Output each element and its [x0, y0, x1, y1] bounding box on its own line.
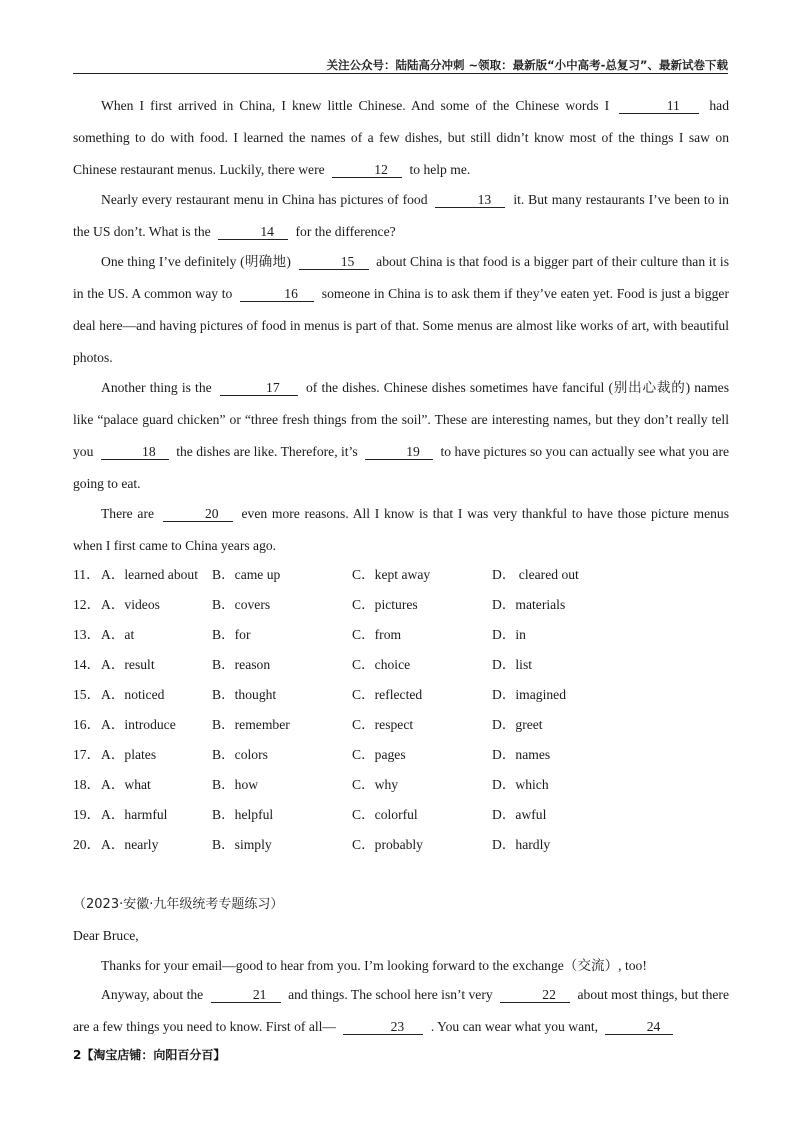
- page-number: 2: [73, 1048, 82, 1062]
- passage2-paragraph-2: [73, 979, 729, 1043]
- option-a[interactable]: A．harmful: [101, 807, 168, 822]
- blank-20[interactable]: 20: [163, 506, 233, 522]
- text-run: had something to do with food. I learned the names of a few dishes, but still didn’t know most of the things I saw on Chinese restaurant menus. Luckily, there were: [73, 98, 729, 177]
- text-run: about China is that food is a bigger part of their culture than it is in the US. A common way to: [73, 254, 730, 301]
- option-b[interactable]: B．colors: [212, 747, 268, 762]
- text-run: Nearly every restaurant menu in China has pictures of food: [101, 192, 428, 207]
- blank-18[interactable]: 18: [101, 444, 169, 460]
- option-b[interactable]: B．remember: [212, 717, 290, 732]
- text-run: of the dishes. Chinese dishes sometimes have fanciful (别出心裁的) names like “palace guard chicken” or “three fresh things from the soil”. These are interesting names, but they don’t really tell you: [73, 380, 729, 459]
- option-row-15: [73, 682, 729, 712]
- option-b[interactable]: B．reason: [212, 657, 271, 672]
- passage1-paragraph-3: [73, 246, 729, 374]
- text-run: Anyway, about the: [101, 987, 204, 1002]
- blank-24[interactable]: 24: [605, 1019, 673, 1035]
- option-c[interactable]: C．kept away: [352, 567, 431, 582]
- blank-12[interactable]: 12: [332, 162, 402, 178]
- option-d[interactable]: D．which: [492, 777, 549, 792]
- option-c[interactable]: C．reflected: [352, 687, 423, 702]
- blank-17[interactable]: 17: [220, 380, 298, 396]
- blank-21[interactable]: 21: [211, 987, 281, 1003]
- blank-14[interactable]: 14: [218, 224, 288, 240]
- option-row-12: [73, 592, 729, 622]
- option-d[interactable]: D．awful: [492, 807, 547, 822]
- option-d[interactable]: D．imagined: [492, 687, 566, 702]
- text-run: . You can wear what you want,: [430, 1019, 599, 1034]
- question-number: 16．: [73, 717, 101, 732]
- option-c[interactable]: C．from: [352, 627, 402, 642]
- blank-19[interactable]: 19: [365, 444, 433, 460]
- passage1-paragraph-4: [73, 372, 729, 500]
- question-number: 18．: [73, 777, 101, 792]
- blank-23[interactable]: 23: [343, 1019, 423, 1035]
- footer-shop-label: 【淘宝店铺：向阳百分百】: [81, 1048, 226, 1062]
- option-d[interactable]: D．materials: [492, 597, 566, 612]
- option-c[interactable]: C．pages: [352, 747, 406, 762]
- option-d[interactable]: D．in: [492, 627, 526, 642]
- option-d[interactable]: D．list: [492, 657, 533, 672]
- option-d[interactable]: D．names: [492, 747, 551, 762]
- option-a[interactable]: A．plates: [101, 747, 157, 762]
- option-b[interactable]: B．simply: [212, 837, 272, 852]
- option-b[interactable]: B．for: [212, 627, 251, 642]
- question-number: 19．: [73, 807, 101, 822]
- option-row-11: [73, 562, 729, 592]
- option-b[interactable]: B．helpful: [212, 807, 274, 822]
- option-row-14: [73, 652, 729, 682]
- option-a[interactable]: A．videos: [101, 597, 160, 612]
- page-footer: [73, 1046, 225, 1063]
- text-run: and things. The school here isn’t very: [288, 987, 493, 1002]
- answer-options: [73, 562, 729, 862]
- option-b[interactable]: B．how: [212, 777, 259, 792]
- option-d[interactable]: D． cleared out: [492, 567, 579, 582]
- option-a[interactable]: A．learned about: [101, 567, 199, 582]
- text-run: One thing I’ve definitely (明确地): [101, 254, 291, 269]
- text-run: even more reasons. All I know is that I was very thankful to have those picture menus when I first came to China years ago.: [73, 506, 729, 553]
- text-run: to help me.: [409, 162, 471, 177]
- text-run: the dishes are like. Therefore, it’s: [176, 444, 358, 459]
- question-number: 11．: [73, 567, 100, 582]
- text-run: about most things, but there are a few things you need to know. First of all—: [73, 987, 729, 1034]
- option-c[interactable]: C．respect: [352, 717, 414, 732]
- option-row-20: [73, 832, 729, 862]
- option-b[interactable]: B．came up: [212, 567, 281, 582]
- option-b[interactable]: B．thought: [212, 687, 277, 702]
- question-number: 14．: [73, 657, 101, 672]
- passage2-paragraph-1: Thanks for your email—good to hear from you. I’m looking forward to the exchange（交流）, too!: [101, 958, 647, 973]
- option-row-16: [73, 712, 729, 742]
- text-run: There are: [101, 506, 155, 521]
- text-run: When I first arrived in China, I knew little Chinese. And some of the Chinese words I: [101, 98, 610, 113]
- option-a[interactable]: A．nearly: [101, 837, 159, 852]
- text-run: Another thing is the: [101, 380, 212, 395]
- option-row-13: [73, 622, 729, 652]
- blank-15[interactable]: 15: [299, 254, 369, 270]
- option-c[interactable]: C．probably: [352, 837, 423, 852]
- blank-13[interactable]: 13: [435, 192, 505, 208]
- option-row-19: [73, 802, 729, 832]
- text-run: it. But many restaurants I’ve been to in the US don’t. What is the: [73, 192, 729, 239]
- option-a[interactable]: A．result: [101, 657, 155, 672]
- option-row-17: [73, 742, 729, 772]
- passage1-paragraph-2: [73, 184, 729, 248]
- option-a[interactable]: A．introduce: [101, 717, 176, 732]
- question-number: 17．: [73, 747, 101, 762]
- option-a[interactable]: A．noticed: [101, 687, 165, 702]
- text-run: to have pictures so you can actually see what you are going to eat.: [73, 444, 729, 491]
- option-d[interactable]: D．greet: [492, 717, 543, 732]
- option-c[interactable]: C．colorful: [352, 807, 418, 822]
- header-divider: [73, 73, 728, 74]
- option-c[interactable]: C．pictures: [352, 597, 418, 612]
- page-header: 关注公众号：陆陆高分冲刺 ~领取：最新版“小中高考-总复习”、最新试卷下载: [326, 58, 728, 72]
- passage1-paragraph-5: [73, 498, 729, 562]
- option-c[interactable]: C．choice: [352, 657, 411, 672]
- option-row-18: [73, 772, 729, 802]
- option-c[interactable]: C．why: [352, 777, 399, 792]
- blank-16[interactable]: 16: [240, 286, 314, 302]
- blank-22[interactable]: 22: [500, 987, 570, 1003]
- blank-11[interactable]: 11: [619, 98, 699, 114]
- question-number: 20．: [73, 837, 101, 852]
- text-run: for the difference?: [295, 224, 396, 239]
- letter-greeting: Dear Bruce,: [73, 928, 139, 943]
- option-a[interactable]: A．at: [101, 627, 135, 642]
- text-run: someone in China is to ask them if they’ve eaten yet. Food is just a bigger deal here—and having pictures of food in menus is part of that. Some menus are almost like works of art, with beautiful photos.: [73, 286, 729, 365]
- option-d[interactable]: D．hardly: [492, 837, 551, 852]
- source-note: （2023·安徽·九年级统考专题练习）: [73, 897, 284, 912]
- question-number: 12．: [73, 597, 101, 612]
- passage1-paragraph-1: [73, 90, 729, 186]
- option-b[interactable]: B．covers: [212, 597, 271, 612]
- option-a[interactable]: A．what: [101, 777, 151, 792]
- question-number: 15．: [73, 687, 101, 702]
- question-number: 13．: [73, 627, 101, 642]
